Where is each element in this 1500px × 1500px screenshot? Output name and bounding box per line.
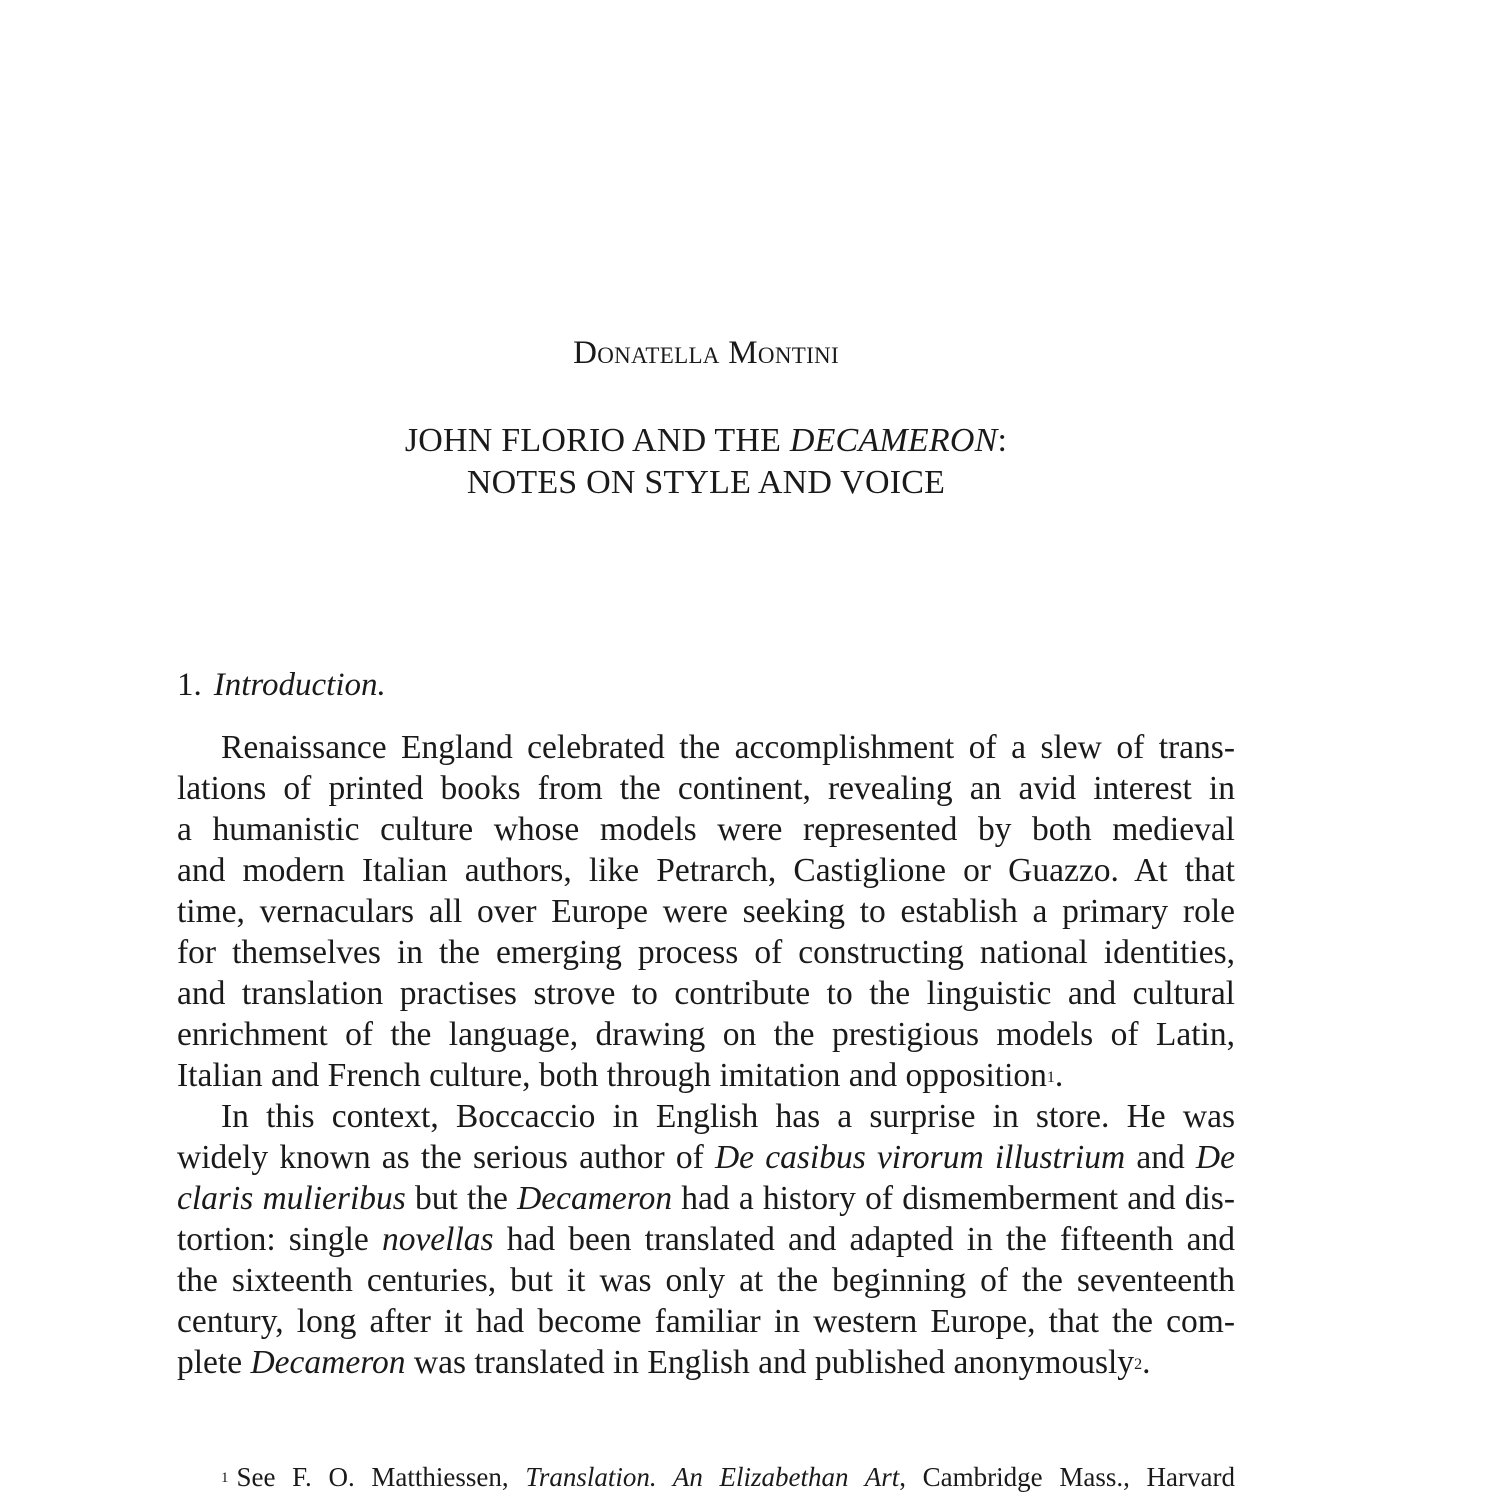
text-fragment: . <box>1142 1344 1151 1381</box>
title-line-1 <box>0 420 1412 462</box>
footnote-1 <box>177 1459 1235 1495</box>
italic-term: novellas <box>381 1221 494 1258</box>
section-title: Introduction. <box>213 667 386 703</box>
text-fragment: widely known as the serious author of <box>177 1139 715 1176</box>
title-prefix: JOHN FLORIO AND THE <box>404 422 790 459</box>
text-line <box>177 1178 1235 1219</box>
text-line <box>177 1342 1235 1383</box>
italic-work-title: claris mulieribus <box>177 1180 406 1217</box>
text-fragment: Italian and French culture, both through imitation and opposition <box>177 1057 1047 1094</box>
section-number: 1. <box>177 667 202 703</box>
italic-work-title: De casibus virorum illustrium <box>714 1139 1126 1176</box>
body-text <box>177 727 1235 1383</box>
footnote-text: , Cambridge Mass., Harvard <box>899 1462 1235 1492</box>
text-line <box>177 1219 1235 1260</box>
section-heading <box>177 667 386 704</box>
text-line: a humanistic culture whose models were represented by both medieval <box>177 811 1235 848</box>
text-fragment: and <box>1125 1139 1196 1176</box>
text-line <box>177 1137 1235 1178</box>
text-line <box>177 1055 1235 1096</box>
italic-work-title: Decameron <box>250 1344 406 1381</box>
footnote-ref-1[interactable]: 1 <box>1046 1069 1055 1086</box>
text-fragment: . <box>1054 1057 1064 1094</box>
footnote-marker: 1 <box>221 1470 229 1486</box>
text-line: time, vernaculars all over Europe were seeking to establish a primary role <box>177 893 1235 930</box>
text-fragment: but the <box>405 1180 518 1217</box>
footnote-text: See F. O. Matthiessen, <box>236 1462 526 1492</box>
text-line: Renaissance England celebrated the accomplishment of a slew of trans- <box>221 729 1235 766</box>
author-name: Donatella Montini <box>573 335 839 371</box>
text-line: the sixteenth centuries, but it was only at the beginning of the seventeenth <box>177 1262 1235 1299</box>
text-fragment: plete <box>177 1344 251 1381</box>
text-fragment: tortion: single <box>177 1221 382 1258</box>
text-line: enrichment of the language, drawing on the prestigious models of Latin, <box>177 1016 1235 1053</box>
title-colon: : <box>997 422 1008 459</box>
text-fragment: had been translated and adapted in the fifteenth and <box>493 1221 1236 1258</box>
text-line: century, long after it had become familiar in western Europe, that the com- <box>177 1303 1235 1340</box>
title-italic-work: DECAMERON <box>789 422 998 459</box>
text-line: and translation practises strove to contribute to the linguistic and cultural <box>177 975 1235 1012</box>
italic-work-title: De <box>1195 1139 1235 1176</box>
article-title <box>0 420 1412 504</box>
paragraph-1 <box>177 727 1235 1096</box>
title-line-2: NOTES ON STYLE AND VOICE <box>466 464 946 501</box>
paragraph-2 <box>177 1096 1235 1383</box>
text-line: for themselves in the emerging process of constructing national identities, <box>177 934 1235 971</box>
footnote-cited-title: Translation. An Elizabethan Art <box>525 1462 900 1492</box>
footnote-ref-2[interactable]: 2 <box>1134 1356 1143 1373</box>
text-line: In this context, Boccaccio in English has a surprise in store. He was <box>221 1098 1235 1135</box>
text-line: lations of printed books from the continent, revealing an avid interest in <box>177 770 1235 807</box>
text-fragment: had a history of dismemberment and dis- <box>672 1180 1235 1217</box>
text-fragment: was translated in English and published anonymously <box>405 1344 1135 1381</box>
text-line: and modern Italian authors, like Petrarch, Castiglione or Guazzo. At that <box>177 852 1235 889</box>
italic-work-title: Decameron <box>517 1180 673 1217</box>
